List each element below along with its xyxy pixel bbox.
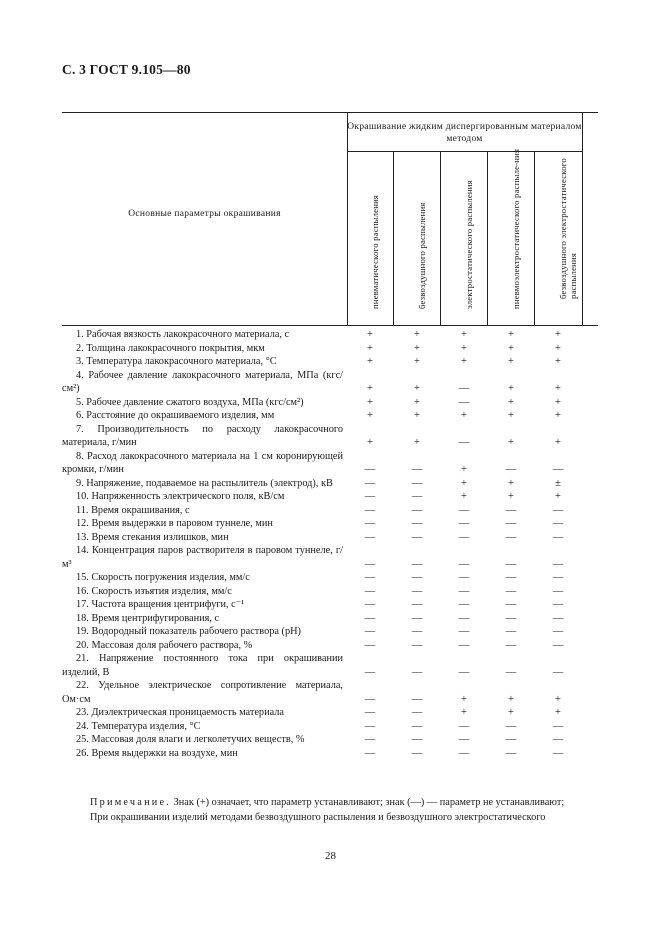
mark-cell: + (461, 356, 467, 367)
mark-cell: — (364, 707, 376, 718)
row-label (62, 652, 345, 679)
row-label (62, 598, 345, 612)
row-marks (347, 625, 582, 639)
mark-cell: + (508, 477, 514, 489)
row-label (62, 450, 345, 477)
mark-cell: — (411, 693, 423, 705)
row-label (62, 747, 345, 761)
mark-cell: — (458, 612, 470, 624)
mark-cell: + (555, 437, 561, 448)
mark-cell: — (552, 747, 564, 759)
mark-cell: — (458, 720, 470, 732)
row-label-text: 21. Напряжение постоянного тока при окрашивании изделий, В (62, 653, 343, 678)
mark-cell: — (364, 572, 376, 583)
row-marks (347, 490, 582, 504)
table-row (62, 504, 598, 518)
row-marks (347, 382, 582, 396)
row-marks (347, 747, 582, 761)
mark-cell: — (458, 531, 470, 543)
mark-cell: + (367, 356, 373, 367)
row-label-text: 11. Время окрашивания, с (76, 504, 190, 516)
row-label (62, 733, 345, 747)
row-marks (347, 706, 582, 720)
row-label (62, 679, 345, 706)
mark-cell: — (364, 666, 376, 678)
mark-cell: — (364, 720, 376, 732)
table-row (62, 477, 598, 491)
mark-cell: + (508, 437, 514, 448)
mark-cell: + (461, 707, 467, 718)
row-marks (347, 585, 582, 599)
mark-cell: + (508, 356, 514, 367)
mark-cell: — (411, 477, 423, 489)
mark-cell: + (555, 356, 561, 367)
mark-cell: — (411, 666, 423, 678)
mark-cell: — (505, 626, 517, 637)
mark-cell: + (461, 329, 467, 340)
mark-cell: ± (555, 477, 561, 489)
row-label-text: 15. Скорость погружения изделия, мм/с (76, 572, 250, 583)
row-label-text: 17. Частота вращения центрифуги, с⁻¹ (76, 599, 245, 610)
row-label-text: 20. Массовая доля рабочего раствора, % (76, 639, 253, 651)
row-label (62, 639, 345, 653)
table-row (62, 612, 598, 626)
mark-cell: — (552, 720, 564, 732)
mark-cell: — (458, 572, 470, 583)
mark-cell: + (414, 396, 420, 408)
mark-cell: + (414, 410, 420, 421)
mark-cell: — (364, 693, 376, 705)
row-marks (347, 612, 582, 626)
mark-cell: + (508, 396, 514, 408)
mark-cell: — (411, 626, 423, 637)
row-label-text: 14. Концентрация паров растворителя в паровом туннеле, г/м³ (62, 545, 343, 570)
row-label-text: 13. Время стекания излишков, мин (76, 531, 229, 543)
table-row (62, 396, 598, 410)
mark-cell: — (458, 599, 470, 610)
row-marks (347, 639, 582, 653)
method-group-title: Окрашивание жидким диспергированным материалом методом (347, 122, 582, 144)
row-label (62, 720, 345, 734)
mark-cell: — (411, 599, 423, 610)
mark-cell: + (555, 342, 561, 354)
mark-cell: + (461, 342, 467, 354)
row-label-text: 19. Водородный показатель рабочего раствора (pH) (76, 626, 301, 637)
table-row (62, 720, 598, 734)
table-row (62, 531, 598, 545)
row-marks (347, 436, 582, 450)
mark-cell: — (364, 491, 376, 502)
row-label (62, 706, 345, 720)
table-body (62, 326, 598, 760)
mark-cell: + (414, 329, 420, 340)
column-divider (582, 113, 583, 325)
mark-cell: — (411, 518, 423, 529)
column-header-pneumatic: пневматического распыления (370, 194, 380, 309)
row-marks (347, 396, 582, 410)
mark-cell: — (505, 558, 517, 570)
mark-cell: — (505, 666, 517, 678)
table-row (62, 747, 598, 761)
mark-cell: + (508, 707, 514, 718)
mark-cell: — (364, 585, 376, 597)
table-row (62, 571, 598, 585)
mark-cell: + (461, 491, 467, 502)
mark-cell: — (364, 612, 376, 624)
table-row (62, 544, 598, 571)
mark-cell: + (367, 437, 373, 448)
mark-cell: — (505, 518, 517, 529)
mark-cell: + (508, 491, 514, 502)
row-label (62, 571, 345, 585)
mark-cell: + (367, 342, 373, 354)
row-label-text: 1. Рабочая вязкость лакокрасочного материала, с (76, 329, 290, 340)
row-label-text: 25. Массовая доля влаги и легколетучих веществ, % (76, 734, 305, 745)
mark-cell: — (364, 734, 376, 745)
row-label-text: 2. Толщина лакокрасочного покрытия, мкм (76, 342, 265, 354)
page-header: С. 3 ГОСТ 9.105—80 (62, 62, 191, 77)
mark-cell: — (364, 518, 376, 529)
table-row (62, 639, 598, 653)
row-marks (347, 598, 582, 612)
mark-cell: — (505, 720, 517, 732)
page-number: 28 (325, 850, 336, 862)
row-label-text: 23. Диэлектрическая проницаемость материала (76, 707, 284, 718)
row-label-text: 6. Расстояние до окрашиваемого изделия, мм (76, 410, 275, 421)
mark-cell: + (367, 396, 373, 408)
mark-cell: — (411, 504, 423, 516)
row-marks (347, 342, 582, 356)
row-label (62, 490, 345, 504)
table-row (62, 625, 598, 639)
mark-cell: — (505, 599, 517, 610)
table-row (62, 409, 598, 423)
mark-cell: — (458, 626, 470, 637)
row-marks (347, 531, 582, 545)
mark-cell: — (411, 639, 423, 651)
row-marks (347, 517, 582, 531)
table-row (62, 733, 598, 747)
column-header-airless: безвоздушного распыления (417, 202, 427, 309)
mark-cell: — (364, 531, 376, 543)
row-marks (347, 504, 582, 518)
row-label-text: 8. Расход лакокрасочного материала на 1 см коронирующей кромки, г/мин (62, 450, 343, 475)
table-row (62, 706, 598, 720)
mark-cell: + (555, 693, 561, 705)
row-marks (347, 693, 582, 707)
mark-cell: — (552, 531, 564, 543)
mark-cell: — (552, 639, 564, 651)
mark-cell: + (461, 464, 467, 475)
mark-cell: — (458, 734, 470, 745)
mark-cell: + (414, 437, 420, 448)
mark-cell: — (552, 612, 564, 624)
mark-cell: — (505, 612, 517, 624)
group-divider (347, 151, 582, 152)
mark-cell: + (508, 410, 514, 421)
row-label (62, 544, 345, 571)
mark-cell: + (414, 383, 420, 394)
mark-cell: — (552, 734, 564, 745)
mark-cell: — (552, 558, 564, 570)
table-row (62, 490, 598, 504)
mark-cell: — (411, 558, 423, 570)
mark-cell: + (461, 693, 467, 705)
row-marks (347, 720, 582, 734)
mark-cell: — (411, 612, 423, 624)
note-line-2: При окрашивании изделий методами безвоздушного распыления и безвоздушного электростатического (90, 811, 546, 823)
mark-cell: + (461, 410, 467, 421)
row-label (62, 585, 345, 599)
row-label-text: 18. Время центрифугирования, с (76, 612, 220, 624)
mark-cell: — (458, 396, 470, 408)
mark-cell: + (555, 410, 561, 421)
table-row (62, 652, 598, 679)
row-label (62, 517, 345, 531)
mark-cell: — (552, 666, 564, 678)
parameters-table (62, 112, 598, 760)
mark-cell: — (505, 531, 517, 543)
mark-cell: — (505, 585, 517, 597)
row-label (62, 504, 345, 518)
row-marks (347, 409, 582, 423)
mark-cell: + (461, 477, 467, 489)
row-label (62, 612, 345, 626)
mark-cell: — (364, 626, 376, 637)
mark-cell: — (458, 518, 470, 529)
column-header-electrostatic: электростатического распыления (464, 180, 474, 309)
row-label-text: 4. Рабочее давление лакокрасочного материала, МПа (кгс/см²) (62, 369, 343, 394)
mark-cell: — (458, 639, 470, 651)
row-label (62, 369, 345, 396)
mark-cell: — (505, 747, 517, 759)
column-header-airless-electrostatic: безвоздушного электростатического распыления (558, 158, 578, 299)
mark-cell: — (458, 504, 470, 516)
note-lead: Примечание. (90, 797, 172, 808)
mark-cell: + (555, 707, 561, 718)
table-row (62, 679, 598, 706)
table-row (62, 355, 598, 369)
row-label-text: 26. Время выдержки на воздухе, мин (76, 747, 238, 759)
column-header-pneumo-electrostatic: пневмоэлектростатического распыле-ния (511, 148, 521, 309)
row-label-text: 7. Производительность по расходу лакокрасочного материала, г/мин (62, 423, 343, 448)
table-row (62, 328, 598, 342)
table-row (62, 342, 598, 356)
row-label-text: 3. Температура лакокрасочного материала, °С (76, 356, 277, 367)
mark-cell: — (458, 666, 470, 678)
mark-cell: — (505, 504, 517, 516)
table-row (62, 450, 598, 477)
row-marks (347, 328, 582, 342)
row-label-text: 5. Рабочее давление сжатого воздуха, МПа (кгс/см²) (76, 396, 304, 408)
mark-cell: — (552, 599, 564, 610)
table-row (62, 517, 598, 531)
table-header (62, 112, 598, 326)
mark-cell: — (364, 558, 376, 570)
row-label-text: 9. Напряжение, подаваемое на распылитель (электрод), кВ (76, 477, 333, 489)
mark-cell: + (508, 383, 514, 394)
mark-cell: — (458, 558, 470, 570)
table-row (62, 585, 598, 599)
note-line-1: Знак (+) означает, что параметр устанавливают; знак (—) — параметр не устанавливают; (173, 797, 565, 808)
row-label (62, 531, 345, 545)
table-row (62, 598, 598, 612)
mark-cell: — (458, 747, 470, 759)
mark-cell: — (411, 585, 423, 597)
mark-cell: + (508, 342, 514, 354)
table-row (62, 369, 598, 396)
mark-cell: — (552, 572, 564, 583)
mark-cell: — (458, 585, 470, 597)
mark-cell: + (414, 342, 420, 354)
mark-cell: — (411, 491, 423, 502)
mark-cell: + (508, 693, 514, 705)
row-marks (347, 477, 582, 491)
mark-cell: — (411, 707, 423, 718)
mark-cell: — (364, 599, 376, 610)
row-label (62, 625, 345, 639)
table-row (62, 423, 598, 450)
table-note (62, 796, 598, 825)
mark-cell: + (555, 329, 561, 340)
mark-cell: — (411, 734, 423, 745)
mark-cell: + (367, 329, 373, 340)
row-marks (347, 571, 582, 585)
mark-cell: + (367, 383, 373, 394)
mark-cell: — (458, 437, 470, 448)
mark-cell: — (411, 531, 423, 543)
mark-cell: — (552, 464, 564, 475)
row-label (62, 355, 345, 369)
mark-cell: — (505, 572, 517, 583)
row-label-text: 10. Напряженность электрического поля, кВ/см (76, 491, 285, 502)
mark-cell: + (555, 383, 561, 394)
mark-cell: — (411, 720, 423, 732)
mark-cell: — (552, 518, 564, 529)
row-marks (347, 355, 582, 369)
row-label-text: 22. Удельное электрическое сопротивление материала, Ом·см (62, 680, 343, 705)
mark-cell: — (552, 626, 564, 637)
row-label (62, 423, 345, 450)
row-label (62, 396, 345, 410)
mark-cell: + (555, 491, 561, 502)
mark-cell: — (411, 464, 423, 475)
mark-cell: — (411, 747, 423, 759)
mark-cell: — (364, 639, 376, 651)
mark-cell: — (552, 504, 564, 516)
mark-cell: — (364, 747, 376, 759)
row-label-text: 12. Время выдержки в паровом туннеле, мин (76, 518, 273, 529)
row-label (62, 328, 345, 342)
mark-cell: — (364, 504, 376, 516)
row-label (62, 477, 345, 491)
row-marks (347, 733, 582, 747)
row-marks (347, 558, 582, 572)
mark-cell: + (414, 356, 420, 367)
row-label (62, 409, 345, 423)
mark-cell: — (458, 383, 470, 394)
mark-cell: — (505, 639, 517, 651)
row-marks (347, 463, 582, 477)
mark-cell: — (552, 585, 564, 597)
row-label (62, 342, 345, 356)
mark-cell: — (411, 572, 423, 583)
mark-cell: + (508, 329, 514, 340)
row-marks (347, 666, 582, 680)
mark-cell: — (505, 734, 517, 745)
mark-cell: + (555, 396, 561, 408)
mark-cell: — (364, 464, 376, 475)
row-label-text: 16. Скорость изъятия изделия, мм/с (76, 585, 232, 597)
mark-cell: — (505, 464, 517, 475)
params-column-title: Основные параметры окрашивания (128, 209, 281, 219)
row-label-text: 24. Температура изделия, °С (76, 720, 201, 732)
mark-cell: + (367, 410, 373, 421)
mark-cell: — (364, 477, 376, 489)
